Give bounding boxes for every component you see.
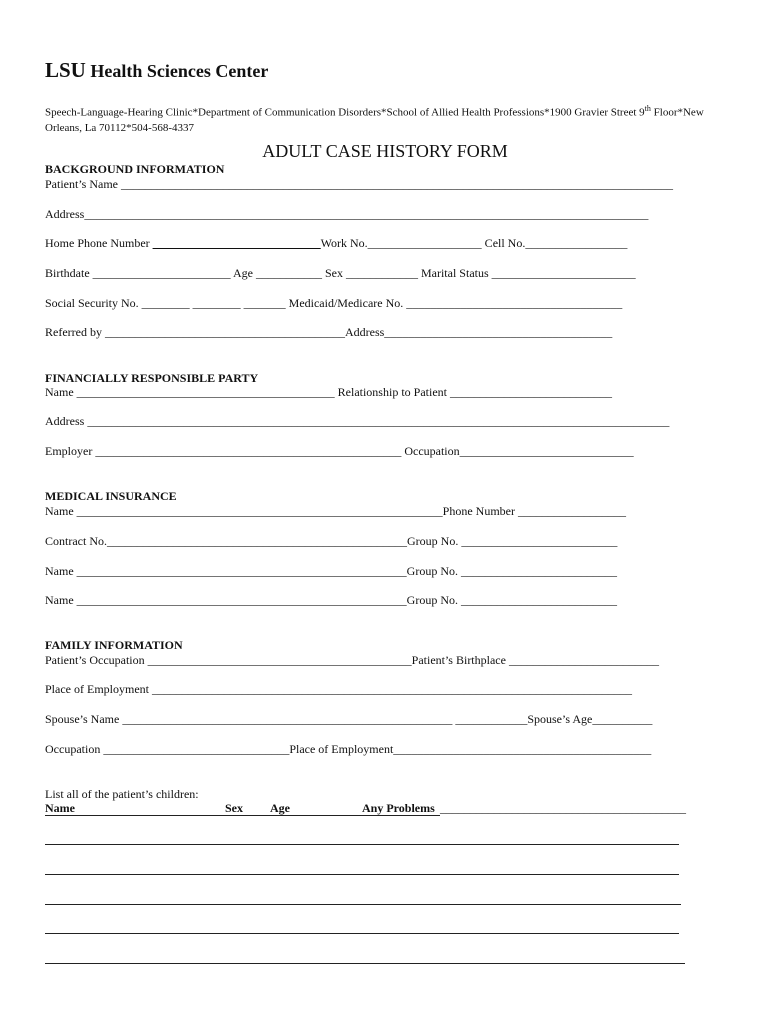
home-phone-label: Home Phone Number (45, 236, 153, 250)
work-cell-fields[interactable]: Work No.___________________ Cell No._________________ (320, 236, 628, 250)
organization-name: LSU Health Sciences Center (45, 58, 269, 82)
financial-name-row[interactable]: Name ___________________________________________ Relationship to Patient ___________________________ (45, 385, 612, 399)
child-entry-line-3[interactable] (45, 904, 681, 905)
home-phone-field[interactable]: ____________________________ (152, 236, 321, 250)
spouse-occupation-row[interactable]: Occupation _______________________________Place of Employment___________________________________________ (45, 742, 652, 756)
column-sex: Sex (225, 801, 270, 816)
insurance-name-row-2[interactable]: Name _______________________________________________________Group No. __________________________ (45, 564, 617, 578)
place-of-employment-field[interactable]: Place of Employment ________________________________________________________________________________ (45, 682, 632, 696)
referred-row[interactable]: Referred by ________________________________________Address______________________________________ (45, 325, 613, 339)
section-background-heading: BACKGROUND INFORMATION (45, 162, 225, 176)
section-family-heading: FAMILY INFORMATION (45, 638, 183, 652)
patient-name-field[interactable]: Patient’s Name ____________________________________________________________________________________________ (45, 177, 673, 191)
clinic-address: Speech-Language-Hearing Clinic*Department of Communication Disorders*School of Allied Health Professions*1900 Gravier Street 9th Floor*New Orleans, La 70112*504-568-4337 (45, 104, 704, 134)
spouse-row[interactable]: Spouse’s Name _______________________________________________________ ____________Spouse’s Age__________ (45, 712, 653, 726)
column-age: Age (270, 801, 362, 816)
children-intro: List all of the patient’s children: (45, 787, 199, 801)
ssn-row[interactable]: Social Security No. ________ ________ _______ Medicaid/Medicare No. ____________________________________ (45, 296, 623, 310)
child-entry-line-1[interactable] (45, 844, 679, 845)
employer-row[interactable]: Employer ___________________________________________________ Occupation_____________________________ (45, 444, 634, 458)
insurance-name-row[interactable]: Name _____________________________________________________________Phone Number __________________ (45, 504, 626, 518)
child-entry-line-5[interactable] (45, 963, 685, 964)
section-financial-heading: FINANCIALLY RESPONSIBLE PARTY (45, 371, 259, 385)
child-entry-line-4[interactable] (45, 933, 679, 934)
children-header-trailing-line: _________________________________________ (440, 801, 686, 815)
column-any-problems: Any Problems (362, 801, 440, 816)
contract-row[interactable]: Contract No.__________________________________________________Group No. __________________________ (45, 534, 618, 548)
insurance-name-row-3[interactable]: Name _______________________________________________________Group No. __________________________ (45, 593, 617, 607)
birthdate-row[interactable]: Birthdate _______________________ Age ___________ Sex ____________ Marital Status ________________________ (45, 266, 636, 280)
financial-address-field[interactable]: Address _________________________________________________________________________________________________ (45, 414, 670, 428)
patient-occupation-row[interactable]: Patient’s Occupation ____________________________________________Patient’s Birthplace _________________________ (45, 653, 659, 667)
child-entry-line-2[interactable] (45, 874, 679, 875)
section-insurance-heading: MEDICAL INSURANCE (45, 489, 177, 503)
patient-address-field[interactable]: Address______________________________________________________________________________________________ (45, 207, 649, 221)
phone-row[interactable] (45, 236, 627, 251)
column-name: Name (45, 801, 225, 816)
form-title: ADULT CASE HISTORY FORM (262, 141, 508, 161)
